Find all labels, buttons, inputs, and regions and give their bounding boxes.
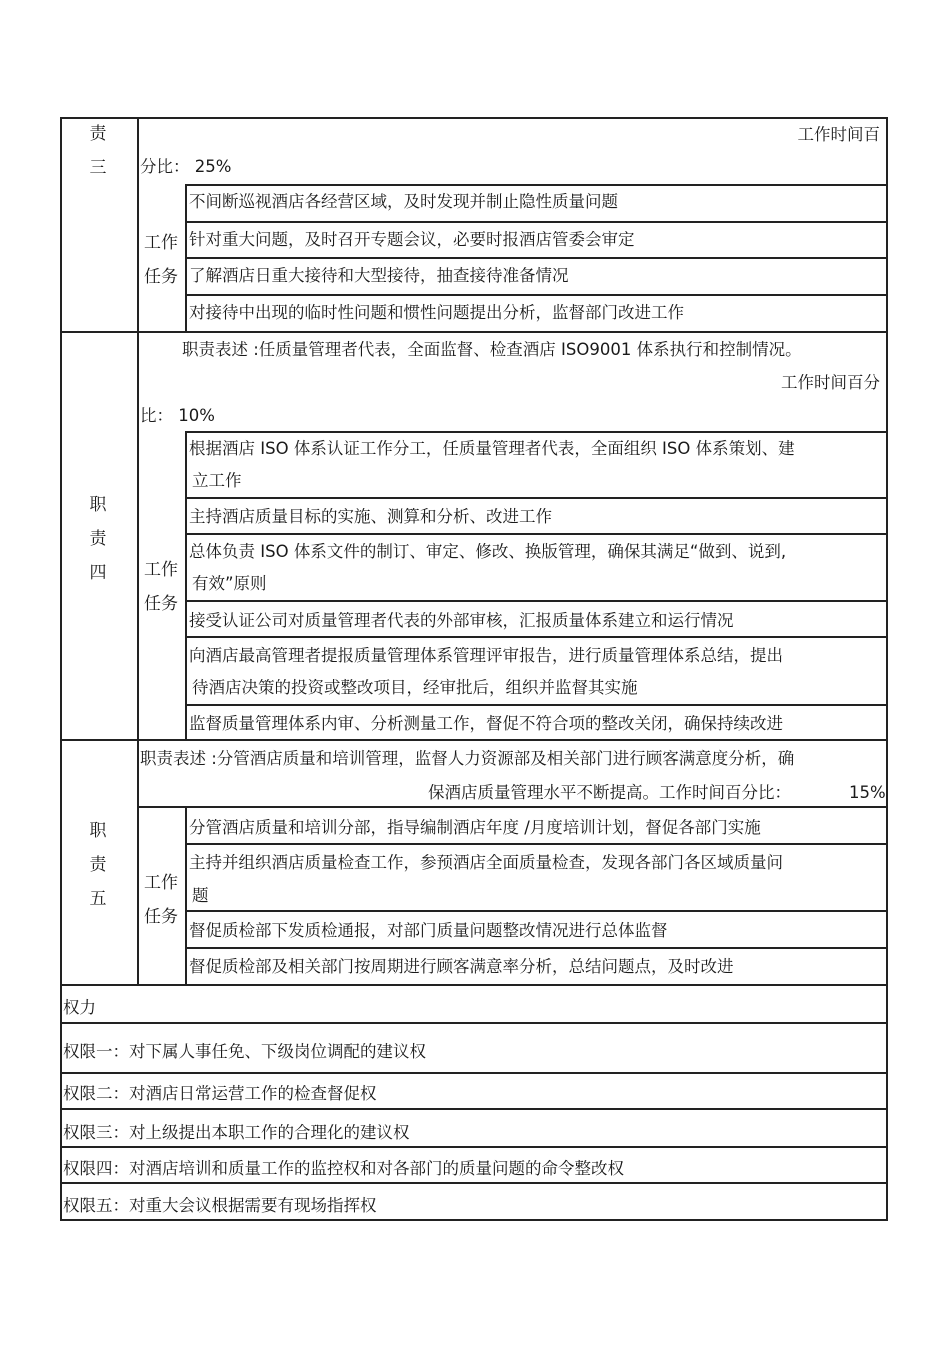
divider	[137, 806, 888, 808]
section4-task: 监督质量管理体系内审、分析测量工作，督促不符合项的整改关闭，确保持续改进	[189, 714, 783, 733]
section4-desc-line2: 工作时间百分	[781, 373, 880, 392]
divider	[185, 806, 187, 985]
section5-label: 职 责 五	[89, 821, 107, 909]
section4-task: 接受认证公司对质量管理者代表的外部审核，汇报质量体系建立和运行情况	[189, 611, 734, 630]
authority-item: 权限三：对上级提出本职工作的合理化的建议权	[63, 1123, 410, 1142]
section5-task-label: 工作 任务	[144, 873, 178, 927]
authority-item: 权限一：对下属人事任免、下级岗位调配的建议权	[63, 1042, 426, 1061]
section3-task-label: 工作 任务	[144, 233, 178, 287]
section4-label: 职 责 四	[89, 495, 107, 583]
section4-task: 总体负责 ISO 体系文件的制订、审定、修改、换版管理，确保其满足“做到、说到,	[189, 542, 787, 561]
divider	[185, 431, 187, 739]
table-border-left	[60, 117, 62, 1221]
section4-task-cont: 有效”原则	[192, 574, 267, 593]
table-border-bottom	[60, 1219, 888, 1221]
section4-task: 向酒店最高管理者提报质量管理体系管理评审报告，进行质量管理体系总结，提出	[189, 646, 783, 665]
section5-desc-line1: 职责表述 :分管酒店质量和培训管理，监督人力资源部及相关部门进行顾客满意度分析，确	[140, 749, 795, 768]
section3-task: 不间断巡视酒店各经营区域，及时发现并制止隐性质量问题	[189, 192, 618, 211]
section5-task-cont: 题	[192, 886, 209, 905]
divider	[185, 533, 887, 535]
divider	[60, 1182, 888, 1184]
section3-label: 责 三	[89, 124, 107, 178]
divider	[60, 1108, 888, 1110]
section3-pct-line2: 分比： 25%	[140, 157, 232, 176]
table-border-top	[60, 117, 888, 119]
section5-task: 督促质检部下发质检通报，对部门质量问题整改情况进行总体监督	[189, 921, 668, 940]
section4-task: 主持酒店质量目标的实施、测算和分析、改进工作	[189, 507, 552, 526]
authority-item: 权限四：对酒店培训和质量工作的监控权和对各部门的质量问题的命令整改权	[63, 1159, 624, 1178]
section4-desc-line3: 比： 10%	[140, 406, 215, 425]
table-border-right	[886, 117, 888, 1221]
section4-task-label: 工作 任务	[144, 560, 178, 614]
section3-task: 了解酒店日重大接待和大型接待，抽查接待准备情况	[189, 266, 569, 285]
divider	[60, 1146, 888, 1148]
authority-item: 权限五：对重大会议根据需要有现场指挥权	[63, 1196, 377, 1215]
divider	[185, 257, 887, 259]
divider	[185, 704, 887, 706]
divider	[185, 910, 887, 912]
section3-pct-line1: 工作时间百	[797, 125, 880, 144]
divider	[185, 600, 887, 602]
section4-task-cont: 待酒店决策的投资或整改项目，经审批后，组织并监督其实施	[192, 678, 638, 697]
section5-task: 分管酒店质量和培训分部，指导编制酒店年度 /月度培训计划，督促各部门实施	[189, 818, 761, 837]
divider	[60, 1072, 888, 1074]
divider	[185, 294, 887, 296]
section3-task: 针对重大问题，及时召开专题会议，必要时报酒店管委会审定	[189, 230, 635, 249]
authority-title: 权力	[63, 998, 96, 1017]
divider	[185, 431, 887, 433]
divider	[60, 739, 888, 741]
divider	[60, 984, 888, 986]
divider	[185, 843, 887, 845]
section5-task: 主持并组织酒店质量检查工作，参预酒店全面质量检查，发现各部门各区域质量问	[189, 853, 783, 872]
section4-task-cont: 立工作	[192, 471, 242, 490]
divider	[185, 636, 887, 638]
section5-desc-pct: 15%	[849, 783, 886, 802]
divider	[185, 221, 887, 223]
section4-desc-line1: 职责表述 :任质量管理者代表，全面监督、检查酒店 ISO9001 体系执行和控制情况。	[182, 340, 802, 359]
divider	[185, 497, 887, 499]
section3-task: 对接待中出现的临时性问题和惯性问题提出分析，监督部门改进工作	[189, 303, 684, 322]
divider	[60, 331, 888, 333]
section4-task: 根据酒店 ISO 体系认证工作分工，任质量管理者代表，全面组织 ISO 体系策划、建	[189, 439, 795, 458]
divider	[185, 947, 887, 949]
divider	[60, 1022, 888, 1024]
divider	[185, 184, 887, 186]
authority-item: 权限二：对酒店日常运营工作的检查督促权	[63, 1084, 377, 1103]
section5-desc-line2: 保酒店质量管理水平不断提高。工作时间百分比：	[428, 783, 791, 802]
section5-task: 督促质检部及相关部门按周期进行顾客满意率分析，总结问题点，及时改进	[189, 957, 734, 976]
